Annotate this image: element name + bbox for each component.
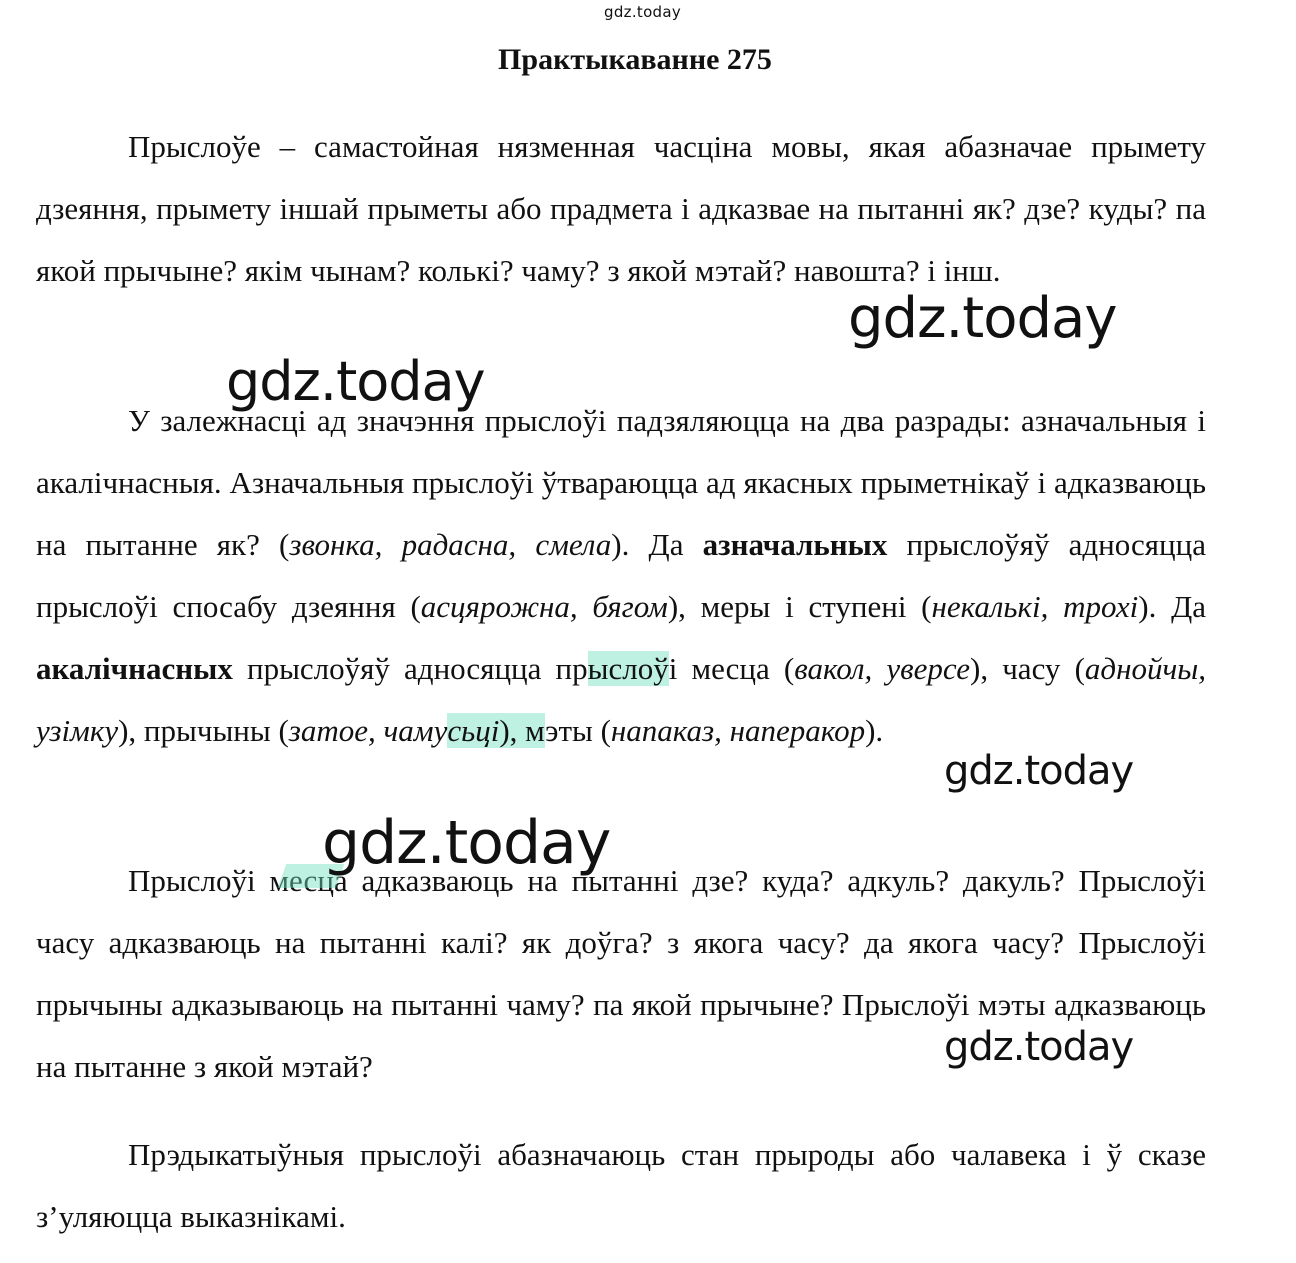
- text-run: ). Да: [1138, 589, 1206, 624]
- example-italic: аднойчы, узімку: [36, 651, 1206, 748]
- paragraph-categories: [36, 390, 1206, 762]
- text-run: ). Да: [611, 527, 703, 562]
- highlight-mark: сьці: [447, 713, 500, 748]
- example-italic: напаказ, наперакор: [610, 713, 866, 748]
- watermark: gdz.today: [322, 808, 611, 878]
- page-title: Практыкаванне 275: [498, 43, 772, 76]
- example-italic: некалькі, трохі: [931, 589, 1139, 624]
- text-run: прыслоўяў адносяцца прыслоўі спосабу дзеяння (: [36, 527, 1206, 624]
- text-run: і месца (: [668, 651, 795, 686]
- text-run: ), прычыны (: [118, 713, 289, 748]
- term-bold: акалічнасных: [36, 651, 233, 686]
- text-run: ), часу (: [970, 651, 1085, 686]
- text-run: У залежнасці ад значэння прыслоўі падзяляюцца на два разрады: азначальныя і акалічнасныя. Азначальныя прыслоўі ўтвараюцца ад якасных прыметнікаў і адказваюць на пытанне як? (: [36, 403, 1206, 562]
- watermark: gdz.today: [226, 350, 485, 413]
- highlight-mark: ), м: [499, 713, 546, 748]
- example-italic: асцярожна, бягом: [420, 589, 668, 624]
- text-run: эты (: [545, 713, 611, 748]
- term-bold: азначальных: [702, 527, 888, 562]
- highlight-mark: ыслоў: [587, 651, 669, 686]
- text-run: ), меры і ступені (: [667, 589, 932, 624]
- paragraph-predicative: [36, 1124, 1206, 1248]
- example-italic: звонка, радасна, смела: [289, 527, 612, 562]
- text-run: прыслоўяў адносяцца пр: [232, 651, 588, 686]
- paragraph-text: Прыслоўе – самастойная нязменная часціна мовы, якая абазначае прымету дзеяння, прымету іншай прыметы або прадмета і адказвае на пытанні як? дзе? куды? па якой прычыне? якім чынам? колькі? чаму? з якой мэтай? навошта? і інш.: [36, 129, 1206, 288]
- text-run: ).: [865, 713, 884, 748]
- paragraph-text: Прэдыкатыўныя прыслоўі абазначаюць стан прыроды або чалавека і ў сказе з’уляюцца выказнікамі.: [36, 1137, 1206, 1234]
- paragraph-text: Прыслоўі месца адказваюць на пытанні дзе? куда? адкуль? дакуль? Прыслоўі часу адказваюць на пытанні калі? як доўга? з якога часу? да якога часу? Прыслоўі прычыны адказываюць на пытанні чаму? па якой прычыне? Прыслоўі мэты адказваюць на пытанне з якой мэтай?: [36, 863, 1206, 1084]
- example-italic: вакол, уверсе: [794, 651, 970, 686]
- watermark: gdz.today: [944, 1024, 1134, 1070]
- watermark: gdz.today: [944, 748, 1134, 794]
- example-italic: затое, чаму: [288, 713, 448, 748]
- watermark: gdz.today: [848, 286, 1117, 351]
- watermark-top: gdz.today: [604, 3, 682, 21]
- paragraph-definition: [36, 116, 1206, 302]
